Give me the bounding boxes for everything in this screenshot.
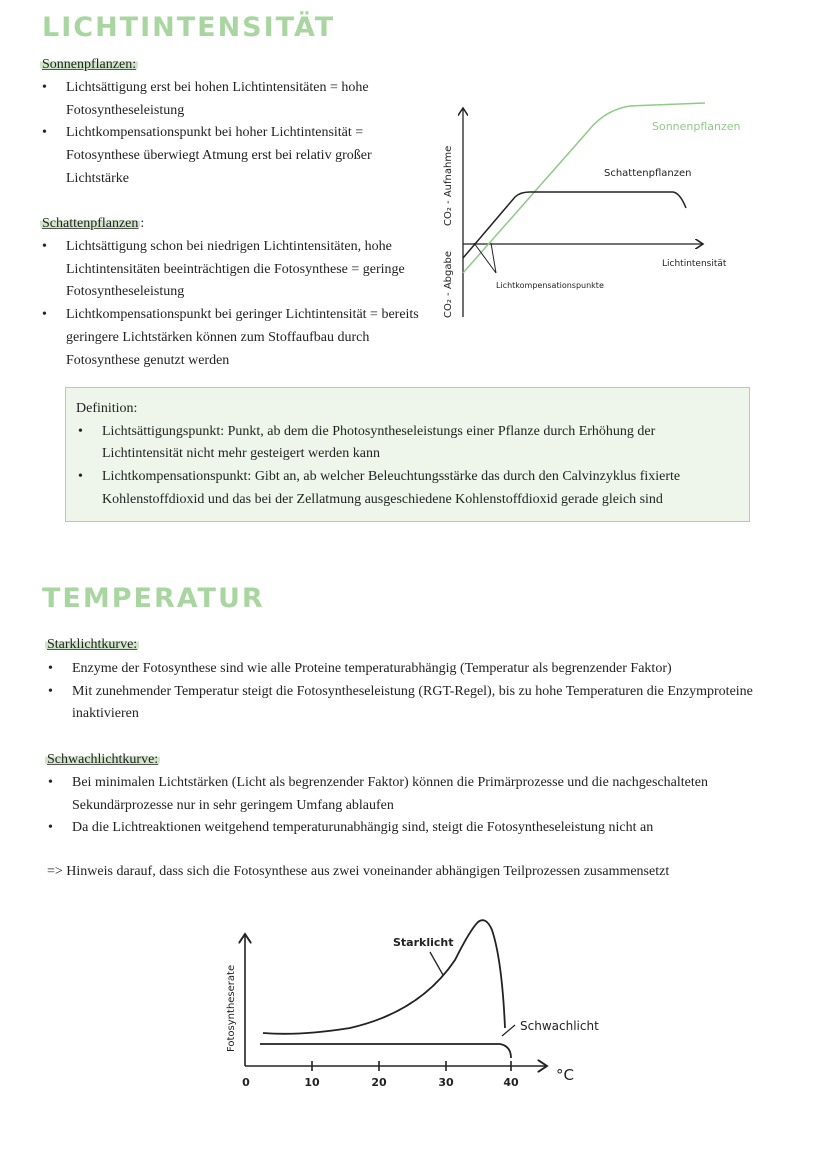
weak-light-heading — [45, 752, 160, 768]
shade-plants-curve — [463, 192, 686, 258]
list-item: • Enzyme der Fotosynthese sind wie alle Proteine temperaturabhängig (Temperatur als begrenzender Faktor) — [48, 658, 808, 681]
conclusion-text: => Hinweis darauf, dass sich die Fotosynthese aus zwei voneinander abhängigen Teilprozessen zusammensetzt — [47, 864, 670, 879]
weak-light-list — [48, 772, 808, 840]
strong-light-heading — [45, 637, 139, 653]
strong-light-curve — [263, 920, 505, 1034]
list-item: • Mit zunehmender Temperatur steigt die Fotosyntheseleistung (RGT-Regel), bis zu hohe Temperaturen die Enzymproteine inaktivieren — [48, 681, 808, 726]
x-tick-label: 0 — [242, 1076, 250, 1089]
x-tick-label: 30 — [438, 1076, 454, 1089]
x-tick-label: 40 — [503, 1076, 519, 1089]
strong-light-list — [48, 658, 808, 726]
shade-plants-label: Schattenpflanzen — [604, 168, 692, 179]
compensation-label: Lichtkompensationspunkte — [496, 281, 604, 290]
definition-box — [65, 387, 750, 522]
weak-light-heading-text: Schwachlichtkurve: — [47, 752, 159, 767]
strong-light-label: Starklicht — [393, 936, 454, 949]
x-unit-label: °C — [556, 1066, 574, 1084]
x-tick-label: 20 — [371, 1076, 387, 1089]
y-axis-label-uptake: CO₂ - Aufnahme — [443, 145, 454, 226]
list-item: • Lichtkompensationspunkt: Gibt an, ab welcher Beleuchtungsstärke das durch den Calvinzyklus fixierte Kohlenstoffdioxid und das bei der Zellatmung ausgeschiedene Kohlenstoffdioxid gerade gleich sind — [78, 466, 739, 511]
list-item: • Lichtkompensationspunkt bei geringer Lichtintensität = bereits geringere Lichtstärken können zum Stoffaufbau durch Fotosynthese genutzt werden — [42, 304, 437, 372]
list-item: • Lichtsättigungspunkt: Punkt, ab dem die Photosyntheseleistungs einer Pflanze durch Erhöhung der Lichtintensität nicht mehr gesteigert werden kann — [78, 421, 739, 466]
list-item: • Lichtsättigung schon bei niedrigen Lichtintensitäten, hohe Lichtintensitäten beeinträchtigen die Fotosynthese = geringe Fotosyntheseleistung — [42, 236, 437, 304]
x-axis-label: Lichtintensität — [662, 259, 727, 269]
section-title-temperatur: TEMPERATUR — [42, 583, 265, 614]
x-tick-label: 10 — [304, 1076, 320, 1089]
list-item: • Bei minimalen Lichtstärken (Licht als begrenzender Faktor) können die Primärprozesse und die nachgeschalteten Sekundärprozesse nur in sehr geringem Umfang ablaufen — [48, 772, 808, 817]
definition-list — [78, 421, 739, 512]
shade-plants-heading-text: Schattenpflanzen — [42, 216, 139, 231]
y-axis-label-release: CO₂ - Abgabe — [443, 251, 454, 318]
sun-plants-heading-text: Sonnenpflanzen: — [42, 57, 137, 72]
y-axis-label: Fotosyntheserate — [226, 964, 237, 1052]
strong-light-heading-text: Starklichtkurve: — [47, 637, 138, 652]
section-title-lichtintensitaet: LICHTINTENSITÄT — [42, 12, 336, 43]
list-item: • Da die Lichtreaktionen weitgehend temperaturunabhängig sind, steigt die Fotosyntheseleistung nicht an — [48, 817, 808, 840]
list-item: • Lichtkompensationspunkt bei hoher Lichtintensität = Fotosynthese überwiegt Atmung erst bei relativ großer Lichtstärke — [42, 122, 422, 190]
definition-title: Definition: — [76, 401, 138, 416]
light-intensity-diagram — [0, 0, 828, 340]
strong-light-pointer — [430, 952, 443, 975]
temperature-diagram — [0, 900, 828, 1100]
weak-light-curve — [260, 1044, 511, 1058]
list-item: • Lichtsättigung erst bei hohen Lichtintensitäten = hohe Fotosyntheseleistung — [42, 77, 422, 122]
colon: : — [140, 216, 145, 231]
sun-plants-label: Sonnenpflanzen — [652, 120, 741, 133]
weak-light-pointer — [502, 1025, 515, 1036]
weak-light-label: Schwachlicht — [520, 1019, 599, 1033]
